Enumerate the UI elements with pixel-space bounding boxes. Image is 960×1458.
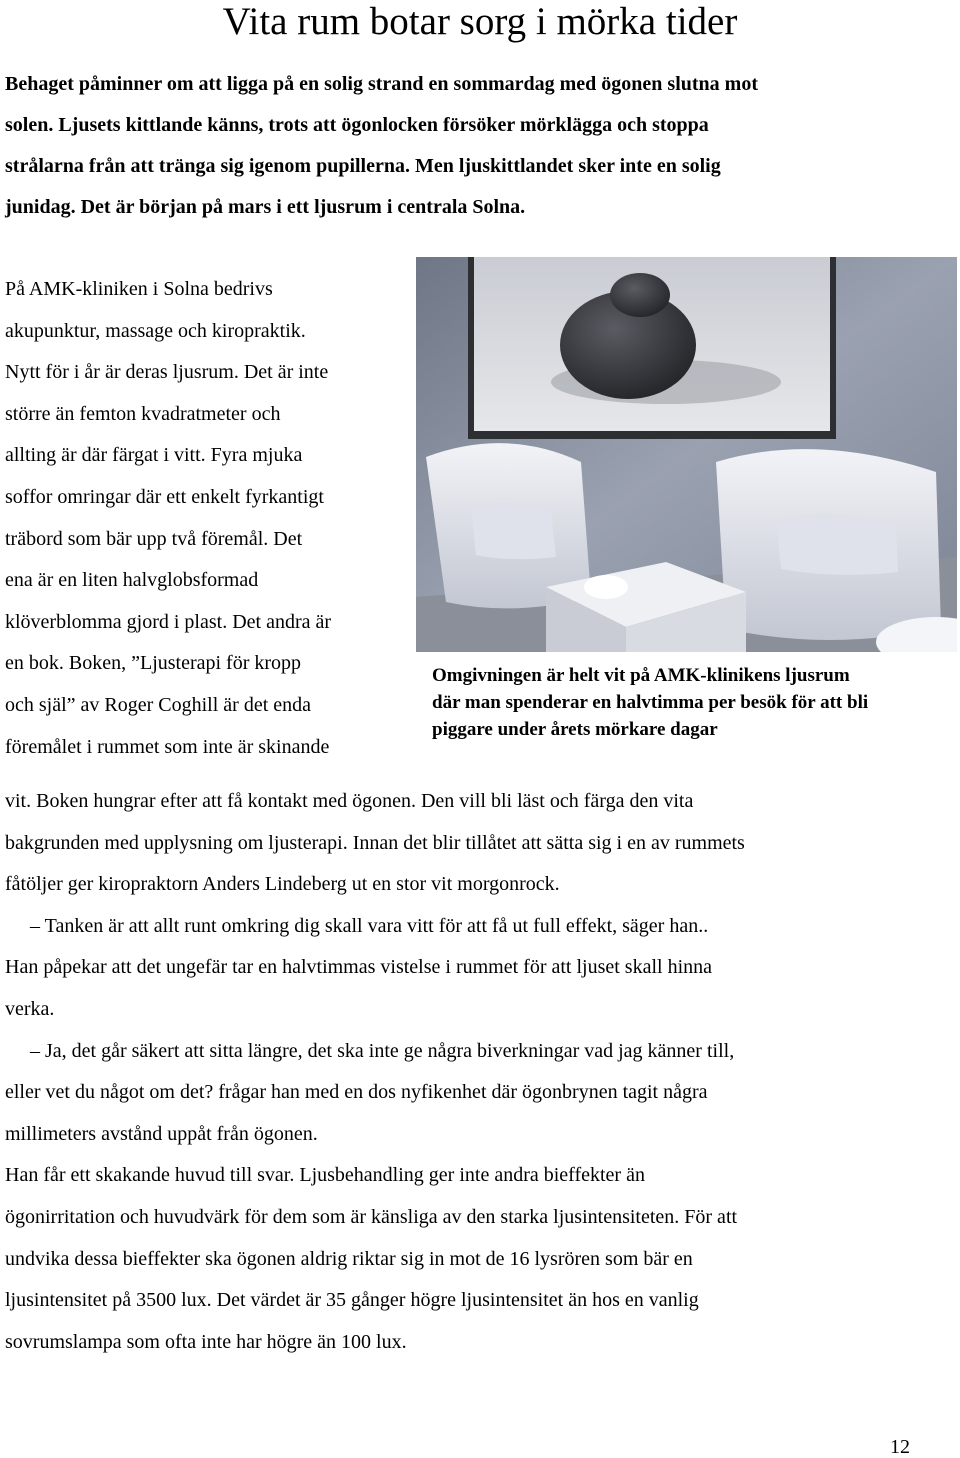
caption-line: Omgivningen är helt vit på AMK-klinikens ljusrum xyxy=(432,665,850,686)
body-line: Han får ett skakande huvud till svar. Ljusbehandling ger inte andra bieffekter än xyxy=(5,1164,645,1187)
article-body-text xyxy=(5,781,935,1363)
body-line: – Tanken är att allt runt omkring dig skall vara vitt för att få ut full effekt, säger han.. xyxy=(5,914,709,937)
body-line: Han påpekar att det ungefär tar en halvtimmas vistelse i rummet för att ljuset skall hinna xyxy=(5,956,713,979)
lead-line: solen. Ljusets kittlande känns, trots att ögonlocken försöker mörklägga och stoppa xyxy=(5,114,709,136)
column-line: föremålet i rummet som inte är skinande xyxy=(5,735,330,758)
article-title: Vita rum botar sorg i mörka tider xyxy=(222,0,738,43)
column-line: allting är där färgat i vitt. Fyra mjuka xyxy=(5,444,303,467)
body-line: verka. xyxy=(5,997,55,1020)
column-line: och själ” av Roger Coghill är det enda xyxy=(5,693,312,716)
light-room-illustration xyxy=(416,257,957,652)
column-line: träbord som bär upp två föremål. Det xyxy=(5,527,303,550)
column-line: en bok. Boken, ”Ljusterapi för kropp xyxy=(5,652,302,675)
article-lead xyxy=(5,64,935,228)
body-line: eller vet du något om det? frågar han med en dos nyfikenhet där ögonbrynen tagit några xyxy=(5,1081,708,1104)
body-line: ögonirritation och huvudvärk för dem som är känsliga av den starka ljusintensiteten. För att xyxy=(5,1205,738,1228)
body-line: – Ja, det går säkert att sitta längre, det ska inte ge några biverkningar vad jag känner till, xyxy=(5,1039,735,1062)
column-line: klöverblomma gjord i plast. Det andra är xyxy=(5,610,332,633)
column-line: större än femton kvadratmeter och xyxy=(5,402,281,425)
photo-caption xyxy=(432,662,958,743)
column-line: På AMK-kliniken i Solna bedrivs xyxy=(5,278,273,300)
article-column-text xyxy=(5,269,405,768)
caption-line: piggare under årets mörkare dagar xyxy=(432,719,718,740)
body-line: bakgrunden med upplysning om ljusterapi. Innan det blir tillåtet att sätta sig i en av rummets xyxy=(5,831,745,854)
light-room-photo xyxy=(416,257,957,652)
lead-line: Behaget påminner om att ligga på en solig strand en sommardag med ögonen slutna mot xyxy=(5,73,758,95)
lead-line: junidag. Det är början på mars i ett ljusrum i centrala Solna. xyxy=(5,196,526,218)
page-number: 12 xyxy=(890,1436,910,1458)
body-line: undvika dessa bieffekter ska ögonen aldrig riktar sig in mot de 16 lysrören som bär en xyxy=(5,1247,693,1270)
body-line: ljusintensitet på 3500 lux. Det värdet är 35 gånger högre ljusintensitet än hos en vanlig xyxy=(5,1289,699,1312)
body-line: vit. Boken hungrar efter att få kontakt med ögonen. Den vill bli läst och färga den vita xyxy=(5,790,694,812)
column-line: soffor omringar där ett enkelt fyrkantigt xyxy=(5,485,324,508)
lead-line: strålarna från att tränga sig igenom pupillerna. Men ljuskittlandet sker inte en solig xyxy=(5,155,721,177)
body-line: millimeters avstånd uppåt från ögonen. xyxy=(5,1122,318,1145)
body-line: sovrumslampa som ofta inte har högre än 100 lux. xyxy=(5,1330,407,1353)
column-line: Nytt för i år är deras ljusrum. Det är inte xyxy=(5,361,329,384)
body-line: fåtöljer ger kiropraktorn Anders Lindeberg ut en stor vit morgonrock. xyxy=(5,873,560,896)
column-line: akupunktur, massage och kiropraktik. xyxy=(5,319,306,342)
caption-line: där man spenderar en halvtimma per besök för att bli xyxy=(432,692,869,713)
column-line: ena är en liten halvglobsformad xyxy=(5,569,259,592)
